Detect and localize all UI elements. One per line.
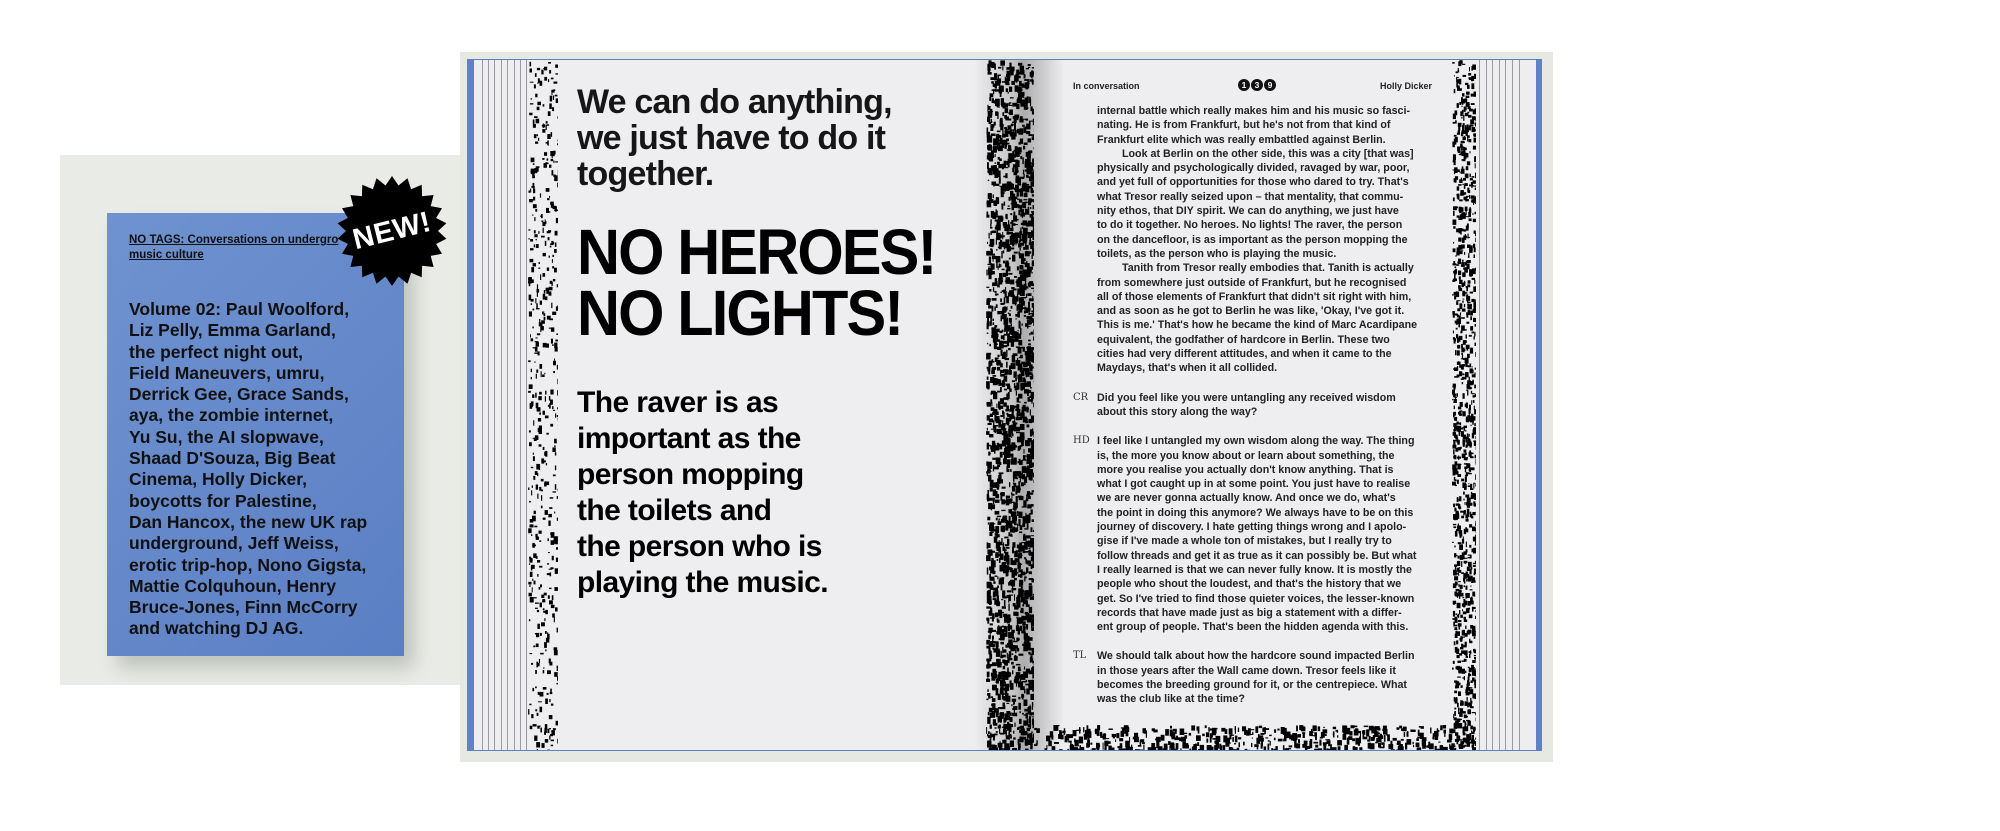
text-line: I feel like I untangled my own wisdom along the way. The thing [1097, 435, 1415, 448]
text-line: journey of discovery. I hate getting things wrong and I apolo- [1097, 521, 1407, 534]
text-line: records that have made just as big a statement with a differ- [1097, 606, 1402, 619]
text-line: cities had very different attitudes, and when it came to the [1097, 348, 1392, 361]
page-edge-line [526, 60, 527, 750]
interview-paragraph [1073, 104, 1435, 376]
new-badge [336, 175, 448, 287]
interview-paragraph [1073, 434, 1435, 634]
interview-paragraph [1073, 391, 1435, 420]
left-page [577, 84, 977, 192]
page-edge-line [514, 60, 515, 750]
grunge-texture-bottom [1034, 725, 1474, 750]
running-head [1073, 79, 1432, 93]
pull-quote: The raver is as important as the person mopping the toilets and the person who is playing the music. [577, 386, 828, 599]
speaker-initials: HD [1073, 435, 1090, 447]
page-headline: NO HEROES! NO LIGHTS! [577, 216, 936, 349]
new-badge-label: NEW! [349, 205, 435, 256]
text-line: physically and psychologically divided, ravaged by war, poor, [1097, 162, 1410, 175]
text-line: gise if I've made a whole ton of mistakes, but I really try to [1097, 535, 1392, 548]
text-line: follow threads and get it as true as it can possibly be. But what [1097, 549, 1417, 562]
book-spread[interactable] [474, 60, 1536, 750]
page-edge-line [501, 60, 502, 750]
text-line: was the club like at the time? [1097, 693, 1245, 706]
text-line: on the dancefloor, is as important as the person mopping the [1097, 233, 1408, 246]
grunge-texture-left [528, 60, 558, 750]
text-line: we are never gonna actually know. And once we do, what's [1097, 492, 1396, 505]
text-line: the point in doing this anymore? We always have to be on this [1097, 506, 1414, 519]
text-line: what Tresor really seized upon – that mentality, that commu- [1097, 190, 1404, 203]
text-line: to do it together. No heroes. No lights! The raver, the person [1097, 219, 1403, 232]
page-digit: 9 [1264, 79, 1276, 91]
page-digit: 1 [1238, 79, 1250, 91]
text-line: We should talk about how the hardcore sound impacted Berlin [1097, 650, 1415, 663]
text-line: nating. He is from Frankfurt, but he's not from that kind of [1097, 119, 1391, 132]
text-line: and yet full of opportunities for those who dared to try. That's [1097, 176, 1409, 189]
text-line: and as soon as he got to Berlin he was like, 'Okay, I've got it. [1097, 305, 1405, 318]
text-line: get. So I've tried to find those quieter voices, the lesser-known [1097, 592, 1415, 605]
text-line: This is me.' That's how he became the kind of Marc Acardipane [1097, 319, 1418, 332]
page-edge-line [1492, 60, 1493, 750]
page-edge-line [1505, 60, 1506, 750]
text-line: Look at Berlin on the other side, this was a city [that was] [1122, 147, 1414, 160]
page-edge-line [494, 60, 495, 750]
text-line: about this story along the way? [1097, 405, 1258, 418]
text-line: from somewhere just outside of Frankfurt, but he recognised [1097, 276, 1407, 289]
text-line: I really learned is that we can never fully know. It is mostly the [1097, 563, 1412, 576]
page-edge-line [520, 60, 521, 750]
page-edge-line [1519, 60, 1520, 750]
text-line: Did you feel like you were untangling any received wisdom [1097, 391, 1396, 404]
text-line: all of those elements of Frankfurt that didn't sit right with him, [1097, 290, 1412, 303]
page-edge-line [507, 60, 508, 750]
text-line: people who shout the loudest, and that's the history that we [1097, 578, 1402, 591]
text-line: is, the more you know about or learn about something, the [1097, 449, 1395, 462]
page-number [1238, 79, 1276, 91]
text-line: Tanith from Tresor really embodies that. Tanith is actually [1122, 262, 1414, 275]
interview-paragraph [1073, 649, 1435, 706]
speaker-initials: CR [1073, 391, 1089, 403]
page-edge-line [1499, 60, 1500, 750]
page-edge-line [1479, 60, 1480, 750]
text-line: Maydays, that's when it all collided. [1097, 362, 1278, 375]
text-line: in those years after the Wall came down. Tresor feels like it [1097, 664, 1396, 677]
interview-text [1073, 104, 1435, 722]
page-edge-line [482, 60, 483, 750]
section-label: In conversation [1073, 81, 1140, 91]
text-line: Frankfurt elite which was really embattled against Berlin. [1097, 133, 1386, 146]
text-line: internal battle which really makes him and his music so fasci- [1097, 105, 1411, 117]
page-edge-line [1512, 60, 1513, 750]
text-line: nity ethos, that DIY spirit. We can do anything, we just have [1097, 205, 1399, 218]
text-line: more you realise you actually don't know anything. That is [1097, 463, 1394, 476]
text-line: what I got caught up in at some point. You just have to realise [1097, 478, 1411, 491]
cover-contents-list: Volume 02: Paul Woolford, Liz Pelly, Emma Garland, the perfect night out, Field Maneuvers, umru, Derrick Gee, Grace Sands, aya, the zombie internet, Yu Su, the AI slopwave, Shaad D'Souza, Big Beat Cinema, Holly Dicker, boycotts for Palestine, Dan Hancox, the new UK rap underground, Jeff Weiss, erotic trip-hop, Nono Gigsta, Mattie Colquhoun, Henry Bruce-Jones, Finn McCorry and watching DJ AG. [129, 299, 368, 639]
text-line: ent group of people. That's been the hidden agenda with this. [1097, 621, 1409, 634]
page-digit: 3 [1251, 79, 1263, 91]
page-edge-line [1486, 60, 1487, 750]
page-quote: We can do anything, we just have to do it together. [577, 83, 892, 193]
page-edge-line [488, 60, 489, 750]
text-line: becomes the breeding ground for it, or the centrepiece. What [1097, 678, 1407, 691]
grunge-texture-gutter [986, 60, 1034, 750]
cover-series-title: NO TAGS: Conversations on undergro music culture [129, 234, 339, 261]
speaker-initials: TL [1073, 650, 1087, 662]
text-line: equivalent, the godfather of hardcore in Berlin. These two [1097, 333, 1390, 346]
grunge-texture-right [1452, 60, 1476, 750]
author-name: Holly Dicker [1379, 81, 1432, 91]
text-line: toilets, as the person who is playing the music. [1097, 247, 1337, 260]
